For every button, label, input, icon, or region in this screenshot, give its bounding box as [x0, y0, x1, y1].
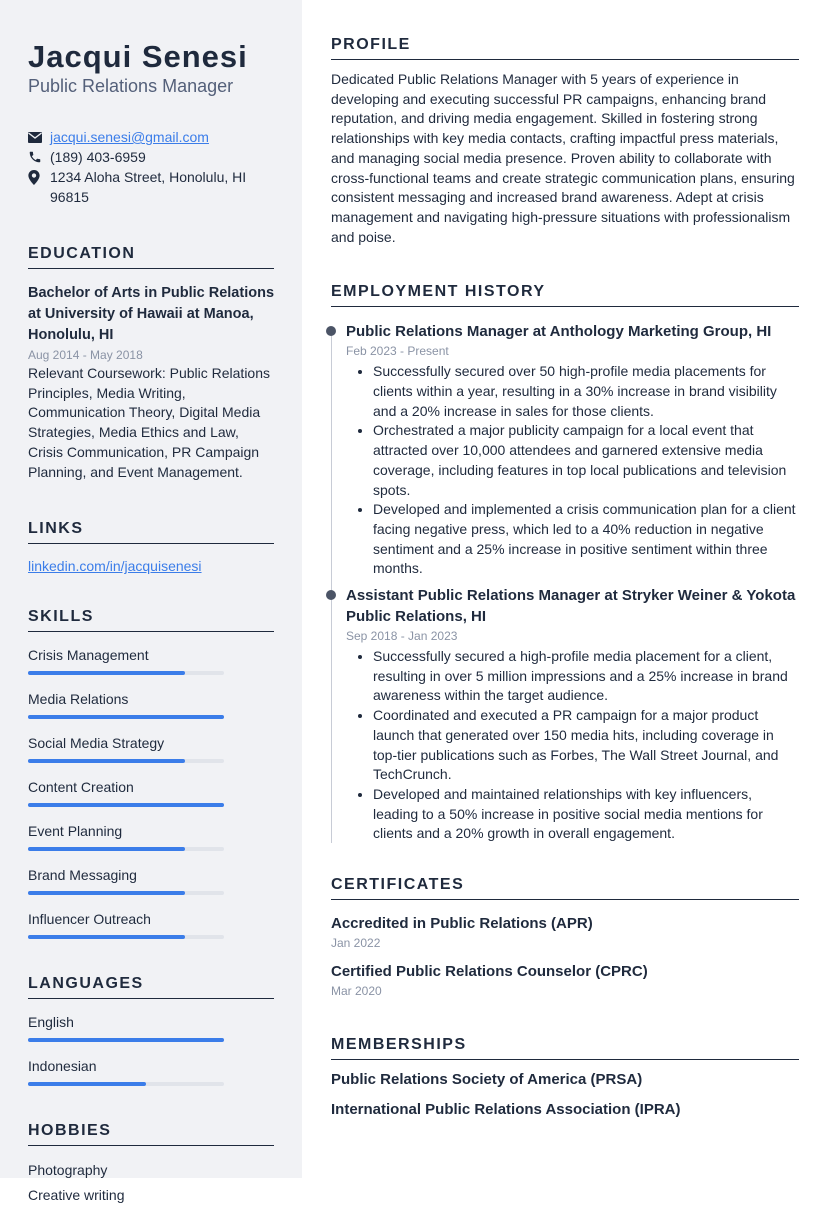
skill-item: [28, 822, 274, 851]
timeline-dot: [326, 590, 336, 600]
candidate-title: Public Relations Manager: [28, 76, 234, 96]
education-degree: Bachelor of Arts in Public Relations at University of Hawaii at Manoa, Honolulu, HI: [28, 285, 275, 343]
skill-name: Influencer Outreach: [28, 911, 151, 928]
languages-heading: LANGUAGES: [28, 975, 274, 999]
membership-item: International Public Relations Association (IPRA): [331, 1101, 681, 1119]
job-bullet: • Successfully secured over 50 high-profile media placements for clients within a year, resulting in a 30% increase in brand visibility and a 20% increase in sales for those clients.: [373, 362, 799, 421]
skill-name: Social Media Strategy: [28, 735, 165, 752]
job-bullet: • Developed and maintained relationships with key influencers, leading to a 50% increase in positive social media mentions for clients and a 20% growth in overall engagement.: [373, 785, 799, 844]
phone-number: (189) 403-6959: [50, 149, 146, 165]
timeline-dot: [326, 326, 336, 336]
skill-level-fill: [28, 847, 185, 851]
job-dates: Feb 2023 - Present: [346, 344, 449, 359]
employment-heading: EMPLOYMENT HISTORY: [331, 283, 799, 307]
language-name: English: [28, 1014, 74, 1031]
job-bullet: • Coordinated and executed a PR campaign for a major product launch that generated over 150 media hits, including coverage in top-tier publications such as Forbes, The Wall Street Journal, and TechCrunch.: [373, 706, 799, 785]
certificate-title: Accredited in Public Relations (APR): [331, 915, 593, 933]
skills-section: [28, 608, 274, 939]
skill-item: [28, 646, 274, 675]
candidate-name: Jacqui Senesi: [28, 39, 248, 74]
contact-details: [28, 127, 274, 207]
skill-level-fill: [28, 671, 185, 675]
education-dates: Aug 2014 - May 2018: [28, 348, 143, 362]
location-pin-icon: [28, 167, 50, 187]
hobbies-heading: HOBBIES: [28, 1122, 274, 1146]
hobby-item: Creative writing: [28, 1187, 125, 1204]
certificates-section: [331, 876, 799, 1000]
job-entry: [346, 585, 799, 844]
linkedin-link[interactable]: linkedin.com/in/jacquisenesi: [28, 558, 202, 575]
skill-level-fill: [28, 803, 224, 807]
skills-heading: SKILLS: [28, 608, 274, 632]
skill-level-bar: [28, 891, 224, 895]
skill-level-bar: [28, 759, 224, 763]
skill-name: Crisis Management: [28, 647, 149, 664]
links-heading: LINKS: [28, 520, 274, 544]
contact-address-row: [28, 167, 274, 207]
job-bullets: [346, 647, 799, 844]
skill-item: [28, 778, 274, 807]
envelope-icon: [28, 127, 50, 147]
email-link[interactable]: jacqui.senesi@gmail.com: [50, 129, 209, 145]
main-content: [331, 0, 799, 1120]
job-dates: Sep 2018 - Jan 2023: [346, 629, 458, 644]
skill-level-bar: [28, 935, 224, 939]
language-level-fill: [28, 1038, 224, 1042]
profile-section: [331, 36, 799, 247]
job-bullets: [346, 362, 799, 579]
certificates-heading: CERTIFICATES: [331, 876, 799, 900]
employment-timeline: [331, 321, 799, 844]
job-title: Assistant Public Relations Manager at Stryker Weiner & Yokota Public Relations, HI: [346, 587, 796, 626]
job-bullet: • Developed and implemented a crisis communication plan for a client facing negative press, which led to a 40% reduction in negative sentiment and a 25% increase in positive sentiment within three months.: [373, 500, 799, 579]
hobby-item: Photography: [28, 1162, 108, 1179]
links-section: [28, 520, 274, 574]
language-level-fill: [28, 1082, 146, 1086]
certificate-item: [331, 962, 799, 1000]
memberships-heading: MEMBERSHIPS: [331, 1036, 799, 1060]
skill-level-bar: [28, 803, 224, 807]
skill-level-fill: [28, 759, 185, 763]
skill-item: [28, 910, 274, 939]
skill-name: Brand Messaging: [28, 867, 137, 884]
profile-text: Dedicated Public Relations Manager with 5 years of experience in developing and executing successful PR campaigns, enhancing brand reputation, and driving media engagement. Skilled in fostering strong relationships with key media contacts, crafting impactful press materials, and managing social media presence. Proven ability to collaborate with cross-functional teams and create strategic communication plans, ensuring consistent messaging and increased brand awareness. Adept at crisis management and navigating high-pressure situations with professionalism and poise.: [331, 71, 795, 245]
languages-section: [28, 975, 274, 1086]
phone-icon: [28, 147, 50, 167]
certificate-date: Jan 2022: [331, 936, 381, 951]
certificate-title: Certified Public Relations Counselor (CPRC): [331, 963, 648, 981]
skill-item: [28, 866, 274, 895]
language-name: Indonesian: [28, 1058, 97, 1075]
language-level-bar: [28, 1038, 224, 1042]
memberships-section: [331, 1036, 799, 1120]
skill-level-bar: [28, 847, 224, 851]
skill-level-bar: [28, 671, 224, 675]
certificate-item: [331, 914, 799, 952]
language-item: [28, 1013, 274, 1042]
timeline-line: [331, 331, 332, 843]
skill-level-bar: [28, 715, 224, 719]
language-item: [28, 1057, 274, 1086]
profile-heading: PROFILE: [331, 36, 799, 60]
skill-name: Event Planning: [28, 823, 123, 840]
job-bullet: • Orchestrated a major publicity campaign for a local event that attracted over 10,000 attendees and garnered extensive media coverage, including features in top local publications and television spots.: [373, 421, 799, 500]
contact-email-row: [28, 127, 274, 147]
job-bullet: • Successfully secured a high-profile media placement for a client, resulting in over 5 million impressions and a 25% increase in brand awareness within the target audience.: [373, 647, 799, 706]
education-description: Relevant Coursework: Public Relations Principles, Media Writing, Communication Theory, Digital Media Strategies, Media Ethics and Law, Crisis Communication, PR Campaign Planning, and Event Management.: [28, 365, 270, 480]
address: 1234 Aloha Street, Honolulu, HI 96815: [50, 169, 247, 205]
sidebar: [0, 0, 302, 1204]
certificate-date: Mar 2020: [331, 984, 382, 999]
skill-item: [28, 690, 274, 719]
skill-level-fill: [28, 891, 185, 895]
hobbies-section: [28, 1122, 274, 1208]
language-level-bar: [28, 1082, 224, 1086]
job-title: Public Relations Manager at Anthology Marketing Group, HI: [346, 323, 772, 341]
education-section: [28, 245, 274, 482]
skill-level-fill: [28, 715, 224, 719]
skill-item: [28, 734, 274, 763]
employment-section: [331, 283, 799, 844]
education-heading: EDUCATION: [28, 245, 274, 269]
skill-level-fill: [28, 935, 185, 939]
contact-phone-row: [28, 147, 274, 167]
membership-item: Public Relations Society of America (PRSA): [331, 1071, 643, 1089]
job-entry: [346, 321, 799, 579]
skill-name: Media Relations: [28, 691, 129, 708]
skill-name: Content Creation: [28, 779, 134, 796]
